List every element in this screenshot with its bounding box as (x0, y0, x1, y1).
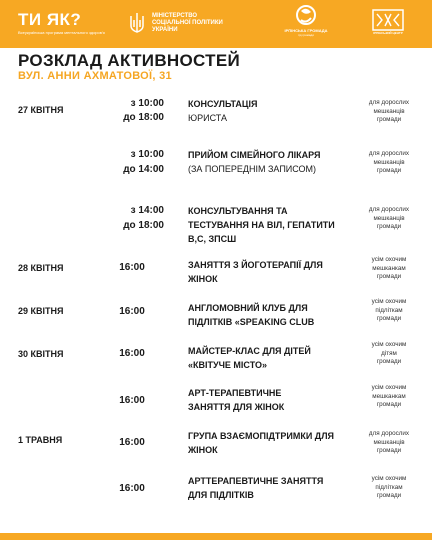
audience-line: мешканкам (372, 264, 406, 272)
row-activity-sub: (ЗА ПОПЕРЕДНІМ ЗАПИСОМ) (188, 164, 317, 174)
row-activity-title: ЗАНЯТТЯ З ЙОГОТЕРАПІЇ ДЛЯ ЖІНОК (188, 260, 323, 284)
audience-line: громади (376, 401, 402, 409)
row-audience (350, 150, 428, 176)
tiyak-logo-text: ТИ ЯК? (18, 10, 82, 29)
audience-line: громади (376, 358, 402, 366)
row-audience (350, 206, 428, 232)
ministry-name: МІНІСТЕРСТВО СОЦІАЛЬНОЇ ПОЛІТИКИ УКРАЇНИ (152, 12, 223, 33)
row-activity-title: КОНСУЛЬТАЦІЯ (188, 99, 258, 109)
hromada-caption: гід громади (298, 33, 314, 37)
row-audience (350, 384, 428, 410)
row-audience (350, 298, 428, 324)
footer-bar (0, 533, 432, 540)
row-audience (350, 99, 428, 125)
row-audience (350, 341, 428, 367)
row-activity-title: АНГЛОМОВНИЙ КЛУБ ДЛЯ ПІДЛІТКІВ «SPEAKING CLUB (188, 303, 315, 327)
row-date: 28 КВІТНЯ (18, 263, 64, 273)
audience-line: усім охочим (371, 475, 407, 482)
row-time: 16:00 (119, 306, 145, 317)
audience-line: для дорослих (368, 150, 410, 157)
audience-line: підліткам (375, 306, 403, 314)
audience-line: громади (376, 315, 402, 323)
row-date: 1 ТРАВНЯ (18, 435, 63, 445)
audience-line: усім охочим (371, 298, 407, 305)
row-audience (350, 256, 428, 282)
row-audience (350, 475, 428, 501)
audience-line: громади (376, 223, 402, 231)
audience-line: мешканкам (372, 392, 406, 400)
row-activity-title: АРТТЕРАПЕВТИЧНЕ ЗАНЯТТЯ ДЛЯ ПІДЛІТКІВ (188, 476, 324, 500)
row-activity (188, 204, 338, 246)
row-time-start: з 10:00 (130, 98, 164, 109)
audience-line: дітям (381, 349, 397, 357)
audience-line: усім охочим (371, 384, 407, 391)
audience-line: громади (376, 116, 402, 124)
audience-line: усім охочим (371, 256, 407, 263)
center-logo (368, 9, 408, 35)
row-activity (188, 474, 338, 502)
row-activity (188, 97, 353, 125)
row-activity-title: АРТ-ТЕРАПЕВТИЧНЕ ЗАНЯТТЯ ДЛЯ ЖІНОК (188, 388, 285, 412)
ornament-icon (372, 9, 404, 31)
audience-line: громади (376, 167, 402, 175)
row-activity (188, 344, 348, 372)
row-time-end: до 18:00 (123, 220, 164, 231)
audience-line: для дорослих (368, 99, 410, 106)
tiyak-logo (18, 10, 113, 35)
audience-line: громади (376, 492, 402, 500)
audience-line: для дорослих (368, 206, 410, 213)
header-banner (0, 0, 432, 48)
row-activity (188, 386, 318, 414)
audience-line: мешканців (373, 158, 405, 166)
hromada-name: ІРПІНСЬКА ГРОМАДА (284, 28, 328, 33)
row-activity-title: МАЙСТЕР-КЛАС ДЛЯ ДІТЕЙ «КВІТУЧЕ МІСТО» (188, 346, 311, 370)
row-activity (188, 148, 328, 176)
row-time-start: з 14:00 (130, 205, 164, 216)
row-time: 16:00 (119, 262, 145, 273)
hromada-logo (282, 4, 330, 37)
page-title: РОЗКЛАД АКТИВНОСТЕЙ (18, 51, 240, 70)
row-time: 16:00 (119, 395, 145, 406)
row-activity-title: ПРИЙОМ СІМЕЙНОГО ЛІКАРЯ (188, 150, 321, 160)
row-date: 30 КВІТНЯ (18, 349, 64, 359)
row-time-end: до 18:00 (123, 112, 164, 123)
row-audience (350, 430, 428, 456)
audience-line: громади (376, 447, 402, 455)
audience-line: громади (376, 273, 402, 281)
ministry-logo (128, 12, 232, 34)
row-activity (188, 258, 328, 286)
row-time: 16:00 (119, 437, 145, 448)
row-time: 16:00 (119, 483, 145, 494)
row-time-end: до 14:00 (123, 164, 164, 175)
row-time-start: з 10:00 (130, 149, 164, 160)
row-activity-sub: ЮРИСТА (188, 113, 227, 123)
audience-line: усім охочим (371, 341, 407, 348)
row-date: 29 КВІТНЯ (18, 306, 64, 316)
audience-line: мешканців (373, 214, 405, 222)
row-time: 16:00 (119, 348, 145, 359)
audience-line: мешканців (373, 107, 405, 115)
row-date: 27 КВІТНЯ (18, 105, 64, 115)
center-name: ІРПІНСЬКИЙ ЦЕНТР (373, 31, 403, 35)
tiyak-logo-caption: Всеукраїнська програма ментального здоров'я (18, 30, 105, 35)
hromada-emblem-icon (295, 4, 317, 28)
audience-line: для дорослих (368, 430, 410, 437)
address-subtitle: ВУЛ. АННИ АХМАТОВОЇ, 31 (18, 70, 172, 82)
row-activity (188, 429, 348, 457)
trident-icon (128, 12, 146, 34)
row-activity-title: КОНСУЛЬТУВАННЯ ТА ТЕСТУВАННЯ НА ВІЛ, ГЕПАТИТИ В,С, ЗПСШ (188, 206, 335, 244)
audience-line: підліткам (375, 483, 403, 491)
audience-line: мешканців (373, 438, 405, 446)
row-activity-title: ГРУПА ВЗАЄМОПІДТРИМКИ ДЛЯ ЖІНОК (188, 431, 334, 455)
row-activity (188, 301, 353, 329)
